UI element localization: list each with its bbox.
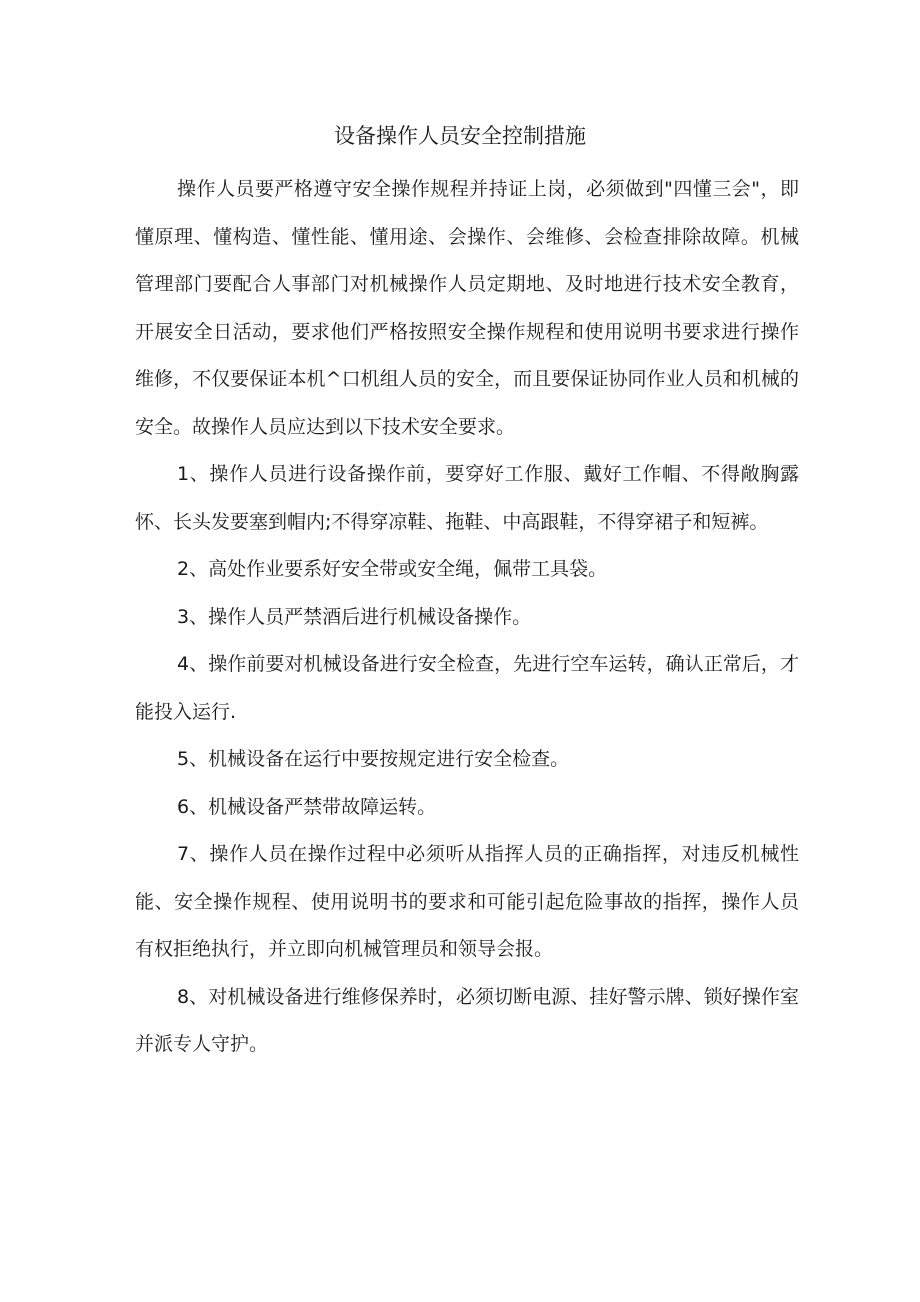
rule-1-paragraph: 1、操作人员进行设备操作前，要穿好工作服、戴好工作帽、不得敞胸露怀、长头发要塞到帽内;不得穿凉鞋、拖鞋、中高跟鞋，不得穿裙子和短裤。: [135, 463, 799, 533]
rule-2-paragraph: 2、高处作业要系好安全带或安全绳，佩带工具袋。: [177, 558, 608, 580]
intro-paragraph: 操作人员要严格遵守安全操作规程并持证上岗，必须做到"四懂三会"，即懂原理、懂构造、懂性能、懂用途、会操作、会维修、会检查排除故障。机械管理部门要配合人事部门对机械操作人员定期地、及时地进行技术安全教育，开展安全日活动，要求他们严格按照安全操作规程和使用说明书要求进行操作维修，不仅要保证本机^口机组人员的安全，而且要保证协同作业人员和机械的安全。故操作人员应达到以下技术安全要求。: [135, 178, 799, 438]
rule-6-paragraph: 6、机械设备严禁带故障运转。: [177, 795, 437, 818]
document-body: [135, 166, 799, 1069]
rule-8-paragraph: 8、对机械设备进行维修保养时，必须切断电源、挂好警示牌、锁好操作室并派专人守护。: [135, 985, 799, 1055]
rule-4-paragraph: 4、操作前要对机械设备进行安全检查，先进行空车运转，确认正常后，才能投入运行.: [135, 653, 799, 723]
rule-3-paragraph: 3、操作人员严禁酒后进行机械设备操作。: [177, 605, 532, 628]
rule-5-paragraph: 5、机械设备在运行中要按规定进行安全检查。: [177, 748, 570, 770]
rule-7-paragraph: 7、操作人员在操作过程中必须听从指挥人员的正确指挥，对违反机械性能、安全操作规程、使用说明书的要求和可能引起危险事故的指挥，操作人员有权拒绝执行，并立即向机械管理员和领导会报。: [135, 843, 799, 960]
document-title: 设备操作人员安全控制措施: [334, 124, 586, 148]
